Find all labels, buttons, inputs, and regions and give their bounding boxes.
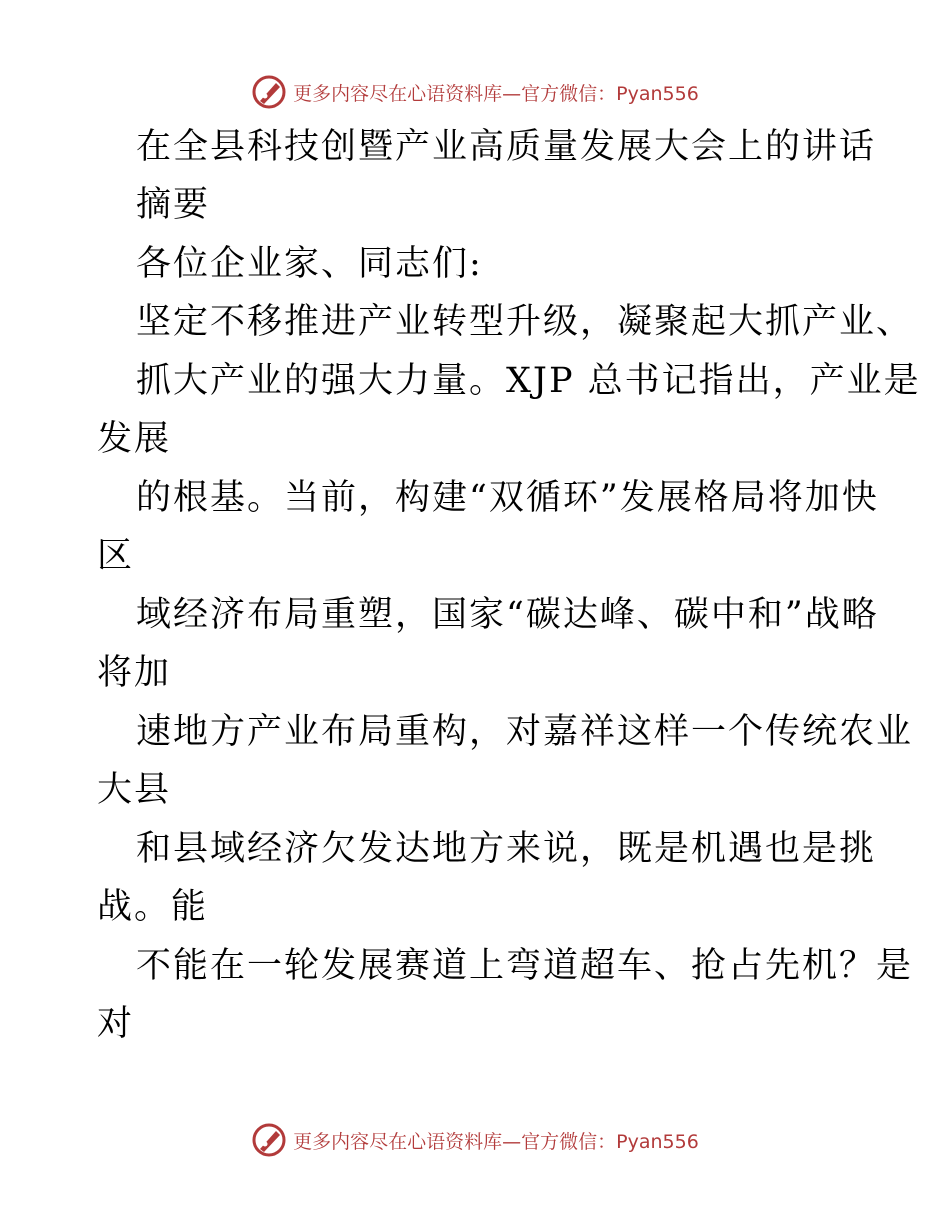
body-line: 战。能 (97, 887, 209, 927)
watermark-text: 更多内容尽在心语资料库—官方微信：Pyan556 (293, 82, 699, 105)
body-line: 域经济布局重塑，国家“碳达峰、碳中和”战略 (136, 595, 879, 635)
section-heading: 摘要 (136, 185, 211, 225)
footer-watermark (0, 1120, 950, 1160)
body-line: 大县 (97, 770, 172, 810)
body-line: 速地方产业布局重构，对嘉祥这样一个传统农业 (136, 712, 914, 752)
body-line: 不能在一轮发展赛道上弯道超车、抢占先机？是 (136, 946, 914, 986)
body-line: 对 (97, 1004, 135, 1044)
pen-logo-icon (251, 74, 287, 110)
document-title: 在全县科技创暨产业高质量发展大会上的讲话 (136, 127, 877, 167)
watermark-text: 更多内容尽在心语资料库—官方微信：Pyan556 (293, 1130, 699, 1153)
body-line: 发展 (97, 419, 172, 459)
body-line: 的根基。当前，构建“双循环”发展格局将加快 (136, 478, 879, 518)
salutation: 各位企业家、同志们: (136, 244, 483, 284)
body-line: 和县域经济欠发达地方来说，既是机遇也是挑 (136, 829, 877, 869)
body-line: 将加 (97, 653, 172, 693)
pen-logo-icon (251, 1122, 287, 1158)
body-line: 抓大产业的强大力量。XJP 总书记指出，产业是 (136, 361, 921, 401)
header-watermark (0, 72, 950, 112)
body-line: 区 (97, 536, 135, 576)
body-line: 坚定不移推进产业转型升级，凝聚起大抓产业、 (136, 302, 914, 342)
